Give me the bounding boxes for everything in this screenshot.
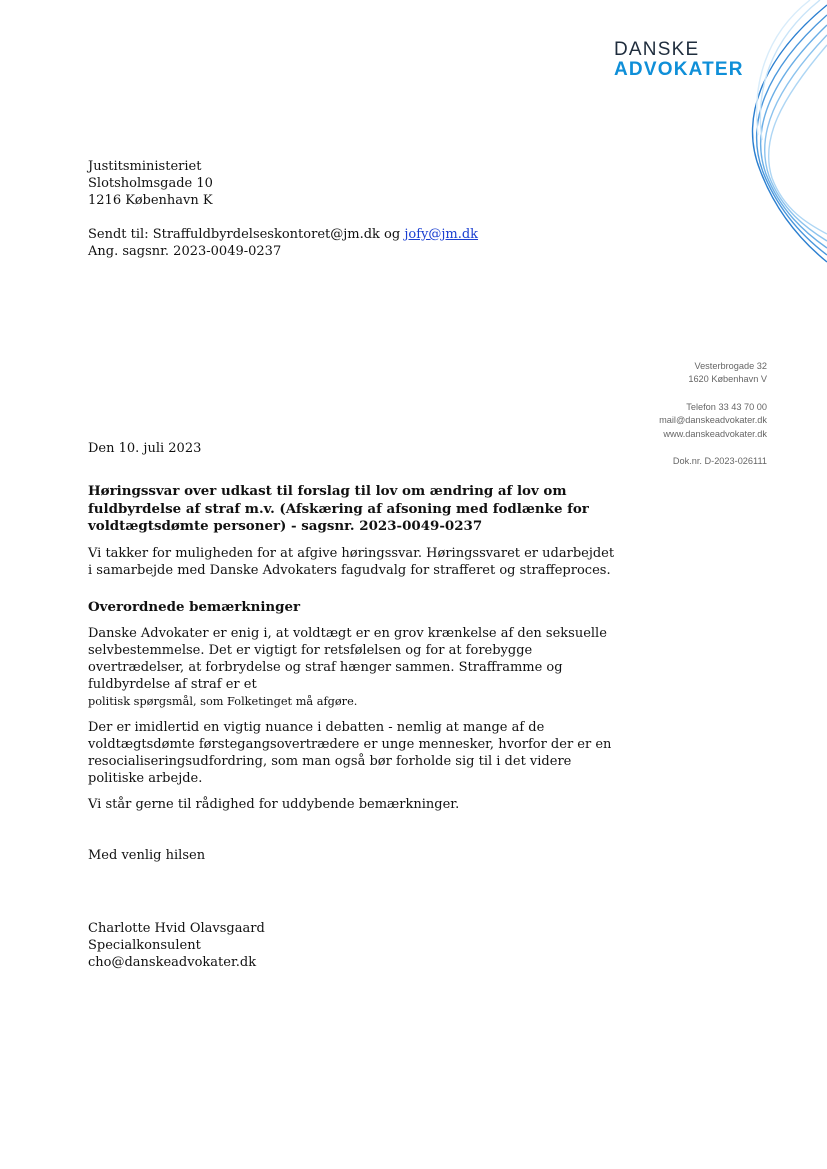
intro-paragraph: Vi takker for muligheden for at afgive høringssvar. Høringssvaret er udarbejdet i samarbejde med Danske Advokaters fagudvalg for strafferet og straffeproces. [88,545,615,578]
paragraph-2: Der er imidlertid en vigtig nuance i debatten - nemlig at mange af de voldtægtsdømte førstegangsovertrædere er unge mennesker, hvorfor der er en resocialiseringsudfordring, som man også bør forholde sig til i det videre politiske arbejde. [88,719,612,786]
sender-email: mail@danskeadvokater.dk [659,415,767,426]
paragraph-3: Vi står gerne til rådighed for uddybende bemærkninger. [88,796,460,812]
signer-name: Charlotte Hvid Olavsgaard [88,921,265,936]
case-reference: Ang. sagsnr. 2023-0049-0237 [88,244,282,259]
closing-greeting: Med venlig hilsen [88,848,206,863]
recipient-street: Slotsholmsgade 10 [88,176,213,191]
danske-advokater-logo [614,40,744,80]
sent-to-text: Sendt til: Straffuldbyrdelseskontoret@jm.dk og [88,227,405,242]
sender-street: Vesterbrogade 32 [694,361,767,371]
sender-phone: Telefon 33 43 70 00 [686,401,767,412]
signer-email: cho@danskeadvokater.dk [88,955,257,970]
sender-city: 1620 København V [688,374,767,385]
recipient-address [88,158,213,209]
sent-to-block [88,226,478,260]
letter-date: Den 10. juli 2023 [88,441,202,456]
sender-info [547,360,767,468]
paragraph-1 [88,625,618,710]
paragraph-1-main: Danske Advokater er enig i, at voldtægt er en grov krænkelse af den seksuelle selvbestemmelse. Det er vigtigt for retsfølelsen og for at forebygge overtrædelser, at forbrydelse og straf hænger sammen. Strafframme og fuldbyrdelse af straf er et [88,625,607,692]
jofy-email-link[interactable]: jofy@jm.dk [404,227,479,242]
sender-web: www.danskeadvokater.dk [663,428,767,439]
signature-block [88,920,265,971]
recipient-city: 1216 København K [88,193,213,208]
signer-title: Specialkonsulent [88,938,201,953]
letter-body [88,483,618,822]
logo-line-1: DANSKE [614,39,700,60]
recipient-name: Justitsministeriet [88,159,202,174]
document-number: Dok.nr. D-2023-026111 [672,456,767,467]
logo-line-2: ADVOKATER [614,59,744,80]
letter-title: Høringssvar over udkast til forslag til lov om ændring af lov om fuldbyrdelse af straf m.v. (Afskæring af afsoning med fodlænke for voldtægtsdømte personer) - sagsnr. 2023-0049-0237 [88,483,589,534]
paragraph-1-tail: politisk spørgsmål, som Folketinget må afgøre. [88,694,358,708]
section-heading: Overordnede bemærkninger [88,598,301,615]
